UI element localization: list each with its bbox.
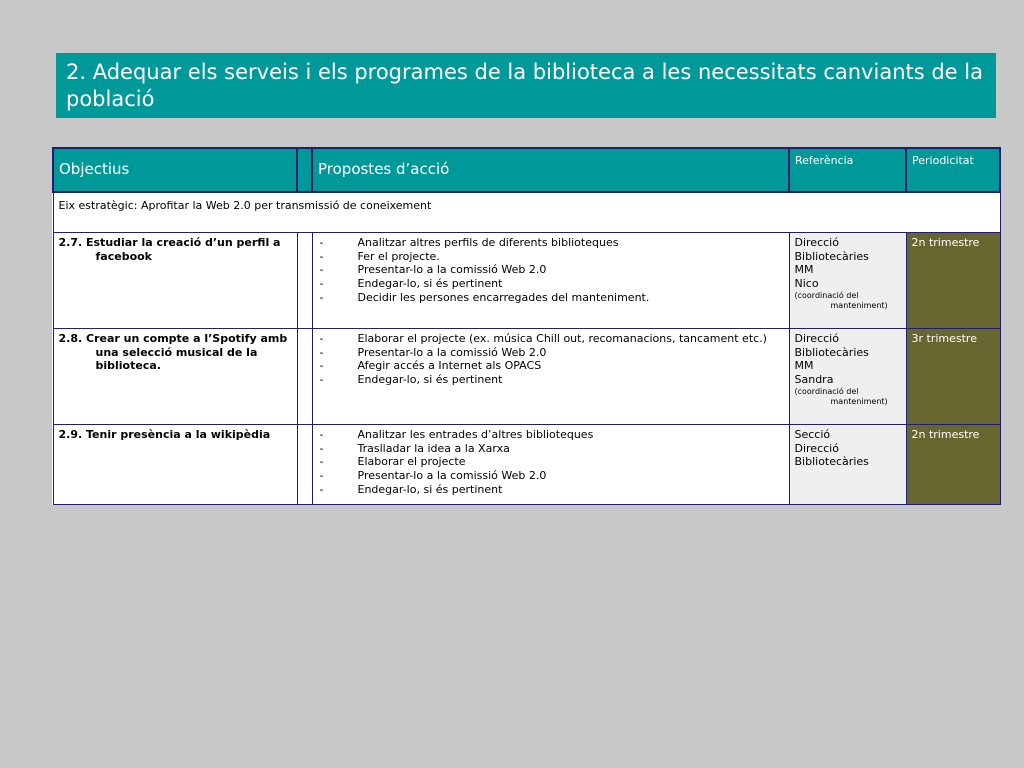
action-item	[318, 455, 784, 469]
strategic-axis-row	[53, 192, 1000, 233]
bullet-dash: -	[319, 332, 324, 345]
bullet-dash: -	[319, 263, 324, 277]
action-item	[318, 263, 784, 277]
header-periodicity: Periodicitat	[906, 148, 1000, 192]
objective-text: 2.9. Tenir presència a la wikipèdia	[58, 428, 271, 441]
reference-line: MM	[794, 263, 814, 277]
reference-note-line: manteniment)	[830, 300, 888, 310]
actions-list	[318, 236, 784, 305]
bullet-dash: -	[319, 428, 324, 441]
action-text: Analitzar les entrades d’altres biblioteques	[357, 428, 594, 441]
table-row	[53, 233, 1000, 329]
action-item	[318, 428, 784, 442]
action-text: Endegar-lo, si és pertinent	[357, 373, 503, 387]
actions-list	[318, 332, 784, 387]
reference-line: Direcció	[794, 332, 839, 345]
blank-cell	[297, 233, 312, 329]
bullet-dash: -	[319, 277, 324, 291]
bullet-dash: -	[319, 455, 324, 469]
bullet-dash: -	[319, 441, 324, 455]
reference-note-line: (coordinació del	[794, 386, 859, 396]
action-item	[318, 359, 784, 373]
reference-line: Direcció	[794, 236, 839, 249]
action-item	[318, 483, 784, 497]
reference-note-line: (coordinació del	[794, 290, 859, 300]
action-item	[318, 442, 784, 456]
blank-cell	[297, 329, 312, 425]
action-text: Presentar-lo a la comissió Web 2.0	[357, 345, 547, 359]
reference-line: Nico	[794, 277, 819, 291]
table-row	[53, 329, 1000, 425]
reference-line: Secció	[794, 428, 831, 441]
reference-line: MM	[794, 359, 814, 373]
reference-line: Bibliotecàries	[794, 455, 869, 469]
actions-cell	[312, 425, 789, 505]
table-row	[53, 425, 1000, 505]
action-text: Elaborar el projecte (ex. música Chill out, recomanacions, tancament etc.)	[357, 332, 767, 345]
action-text: Analitzar altres perfils de diferents biblioteques	[357, 236, 619, 249]
reference-note-line: manteniment)	[830, 396, 888, 406]
bullet-dash: -	[319, 236, 324, 249]
bullet-dash: -	[319, 359, 324, 373]
bullet-dash: -	[319, 482, 324, 496]
periodicity-cell: 2n trimestre	[906, 233, 1000, 329]
action-text: Elaborar el projecte	[357, 455, 466, 469]
reference-note	[795, 291, 901, 311]
objective-cell	[53, 329, 297, 425]
bullet-dash: -	[319, 290, 324, 304]
actions-list	[318, 428, 784, 497]
reference-cell	[789, 233, 906, 329]
bullet-dash: -	[319, 345, 324, 359]
table-header-row	[53, 148, 1000, 192]
periodicity-cell: 2n trimestre	[906, 425, 1000, 505]
reference-cell	[789, 425, 906, 505]
action-item	[318, 277, 784, 291]
action-text: Fer el projecte.	[357, 249, 440, 263]
reference-line: Direcció	[794, 441, 839, 455]
periodicity-cell: 3r trimestre	[906, 329, 1000, 425]
blank-cell	[297, 425, 312, 505]
reference-line: Bibliotecàries	[794, 345, 869, 359]
action-item	[318, 346, 784, 360]
actions-cell	[312, 329, 789, 425]
action-text: Presentar-lo a la comissió Web 2.0	[357, 263, 547, 277]
action-text: Endegar-lo, si és pertinent	[357, 482, 503, 496]
action-text: Endegar-lo, si és pertinent	[357, 277, 503, 291]
objective-text: 2.8. Crear un compte a l’Spotify amb una selecció musical de la biblioteca.	[58, 332, 288, 373]
action-item	[318, 250, 784, 264]
strategic-axis: Eix estratègic: Aprofitar la Web 2.0 per transmissió de coneixement	[53, 192, 1000, 233]
header-objectives: Objectius	[53, 148, 297, 192]
reference-line: Bibliotecàries	[794, 249, 869, 263]
action-item	[318, 332, 784, 346]
header-reference: Referència	[789, 148, 906, 192]
header-actions: Propostes d’acció	[312, 148, 789, 192]
action-text: Afegir accés a Internet als OPACS	[357, 359, 542, 373]
actions-cell	[312, 233, 789, 329]
action-item	[318, 291, 784, 305]
header-blank	[297, 148, 312, 192]
objective-text: 2.7. Estudiar la creació d’un perfil a facebook	[58, 236, 281, 263]
slide-title: 2. Adequar els serveis i els programes de la biblioteca a les necessitats canviants de la població	[56, 53, 996, 118]
action-text: Traslladar la idea a la Xarxa	[357, 441, 510, 455]
action-text: Decidir les persones encarregades del manteniment.	[357, 290, 650, 304]
objective-cell	[53, 425, 297, 505]
reference-note	[795, 387, 901, 407]
bullet-dash: -	[319, 249, 324, 263]
bullet-dash: -	[319, 469, 324, 483]
objective-cell	[53, 233, 297, 329]
action-item	[318, 236, 784, 250]
reference-cell	[789, 329, 906, 425]
action-text: Presentar-lo a la comissió Web 2.0	[357, 469, 547, 483]
action-item	[318, 373, 784, 387]
action-item	[318, 469, 784, 483]
reference-line: Sandra	[794, 373, 834, 387]
bullet-dash: -	[319, 373, 324, 387]
action-plan-table	[52, 147, 1001, 505]
